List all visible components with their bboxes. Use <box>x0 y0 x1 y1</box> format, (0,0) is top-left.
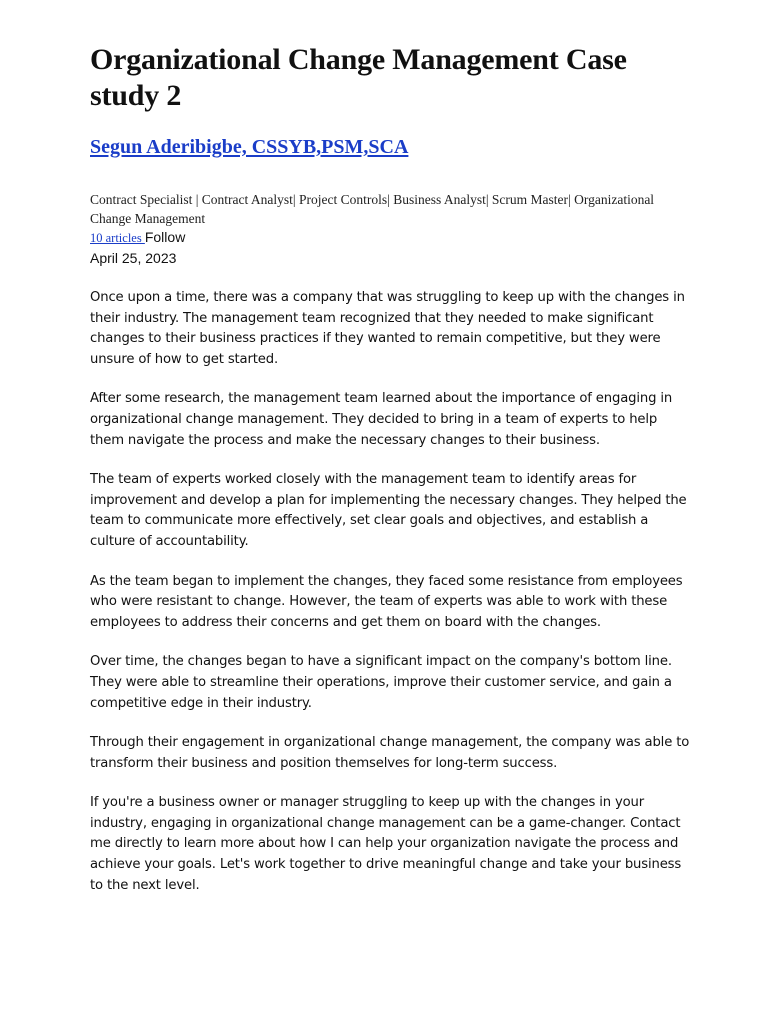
paragraph: If you're a business owner or manager struggling to keep up with the changes in your industry, engaging in organizational change management can be a game-changer. Contact me directly to learn more about how I can help your organization navigate the process and achieve your goals. Let's work together to drive meaningful change and take your business to the next level. <box>90 795 682 893</box>
article-page <box>90 42 690 915</box>
paragraph: The team of experts worked closely with the management team to identify areas for improvement and develop a plan for implementing the necessary changes. They helped the team to communicate more effectively, set clear goals and objectives, and establish a culture of accountability. <box>90 472 687 549</box>
paragraph: Through their engagement in organizational change management, the company was able to transform their business and position themselves for long-term success. <box>90 735 690 771</box>
author-headline: Contract Specialist | Contract Analyst| Project Controls| Business Analyst| Scrum Master| Organizational Change Management <box>90 192 655 226</box>
articles-count-link[interactable]: 10 articles <box>90 231 145 245</box>
publish-date: April 25, 2023 <box>90 250 177 266</box>
follow-button[interactable]: Follow <box>144 229 186 245</box>
paragraph: After some research, the management team learned about the importance of engaging in organizational change management. They decided to bring in a team of experts to help them navigate the process and make the necessary changes to their business. <box>90 391 673 448</box>
article-body <box>90 288 690 896</box>
paragraph: Over time, the changes began to have a significant impact on the company's bottom line. They were able to streamline their operations, improve their customer service, and gain a competitive edge in their industry. <box>90 654 672 711</box>
article-title: Organizational Change Management Case study 2 <box>90 43 627 112</box>
paragraph: As the team began to implement the changes, they faced some resistance from employees who were resistant to change. However, the team of experts was able to work with these employees to address their concerns and get them on board with the changes. <box>90 573 683 630</box>
author-meta <box>90 228 690 248</box>
author-link[interactable]: Segun Aderibigbe, CSSYB,PSM,SCA <box>90 136 409 158</box>
paragraph: Once upon a time, there was a company that was struggling to keep up with the changes in their industry. The management team recognized that they needed to make significant changes to their business practices if they wanted to remain competitive, but they were unsure of how to get started. <box>90 290 685 367</box>
